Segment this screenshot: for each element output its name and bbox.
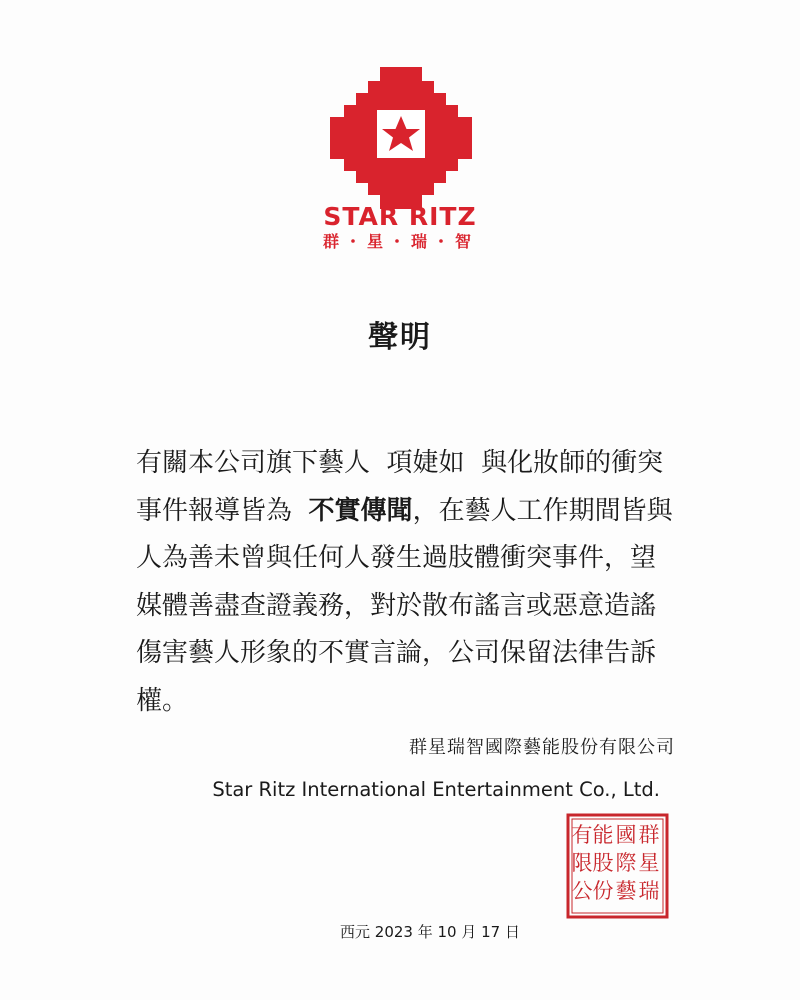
svg-text:國: 國 — [615, 823, 637, 847]
body-text-segment: 有關本公司旗下藝人 — [136, 448, 371, 478]
body-line — [136, 488, 696, 536]
body-line: 權。 — [136, 685, 189, 716]
svg-text:際: 際 — [615, 851, 637, 875]
issue-date: 西元 2023 年 10 月 17 日 — [340, 923, 520, 941]
brand-name-zh: 群・星・瑞・智 — [322, 232, 477, 251]
body-text-segment: 與化妝師的衝突 — [481, 448, 664, 478]
svg-text:瑞: 瑞 — [638, 879, 660, 903]
company-name-zh: 群星瑞智國際藝能股份有限公司 — [409, 737, 675, 758]
company-seal-stamp — [565, 812, 670, 920]
svg-text:限: 限 — [571, 851, 593, 875]
svg-text:星: 星 — [638, 851, 660, 875]
svg-text:有: 有 — [571, 823, 593, 847]
body-text-segment: 事件報導皆為 — [136, 495, 293, 526]
page-title: 聲明 — [368, 320, 432, 355]
svg-text:能: 能 — [592, 823, 614, 847]
svg-text:藝: 藝 — [615, 879, 637, 903]
svg-text:份: 份 — [592, 879, 614, 903]
statement-body — [136, 440, 696, 725]
body-line: 媒體善盡查證義務，對於散布謠言或惡意造謠 — [136, 590, 657, 621]
body-line: 人為善未曾與任何人發生過肢體衝突事件，望 — [136, 543, 657, 573]
company-name-en: Star Ritz International Entertainment Co., Ltd. — [212, 778, 660, 801]
brand-name-en: STAR RITZ — [323, 202, 477, 231]
body-line — [136, 440, 696, 488]
svg-text:股: 股 — [592, 851, 614, 875]
artist-name: 項婕如 — [386, 448, 465, 478]
svg-text:群: 群 — [638, 823, 660, 847]
body-line: 傷害藝人形象的不實言論，公司保留法律告訴 — [136, 638, 657, 668]
emphasized-text: 不實傳聞 — [308, 495, 413, 526]
body-text-segment: ，在藝人工作期間皆與 — [412, 495, 673, 526]
star-gear-logo-icon — [330, 67, 472, 209]
svg-text:公: 公 — [571, 879, 593, 903]
